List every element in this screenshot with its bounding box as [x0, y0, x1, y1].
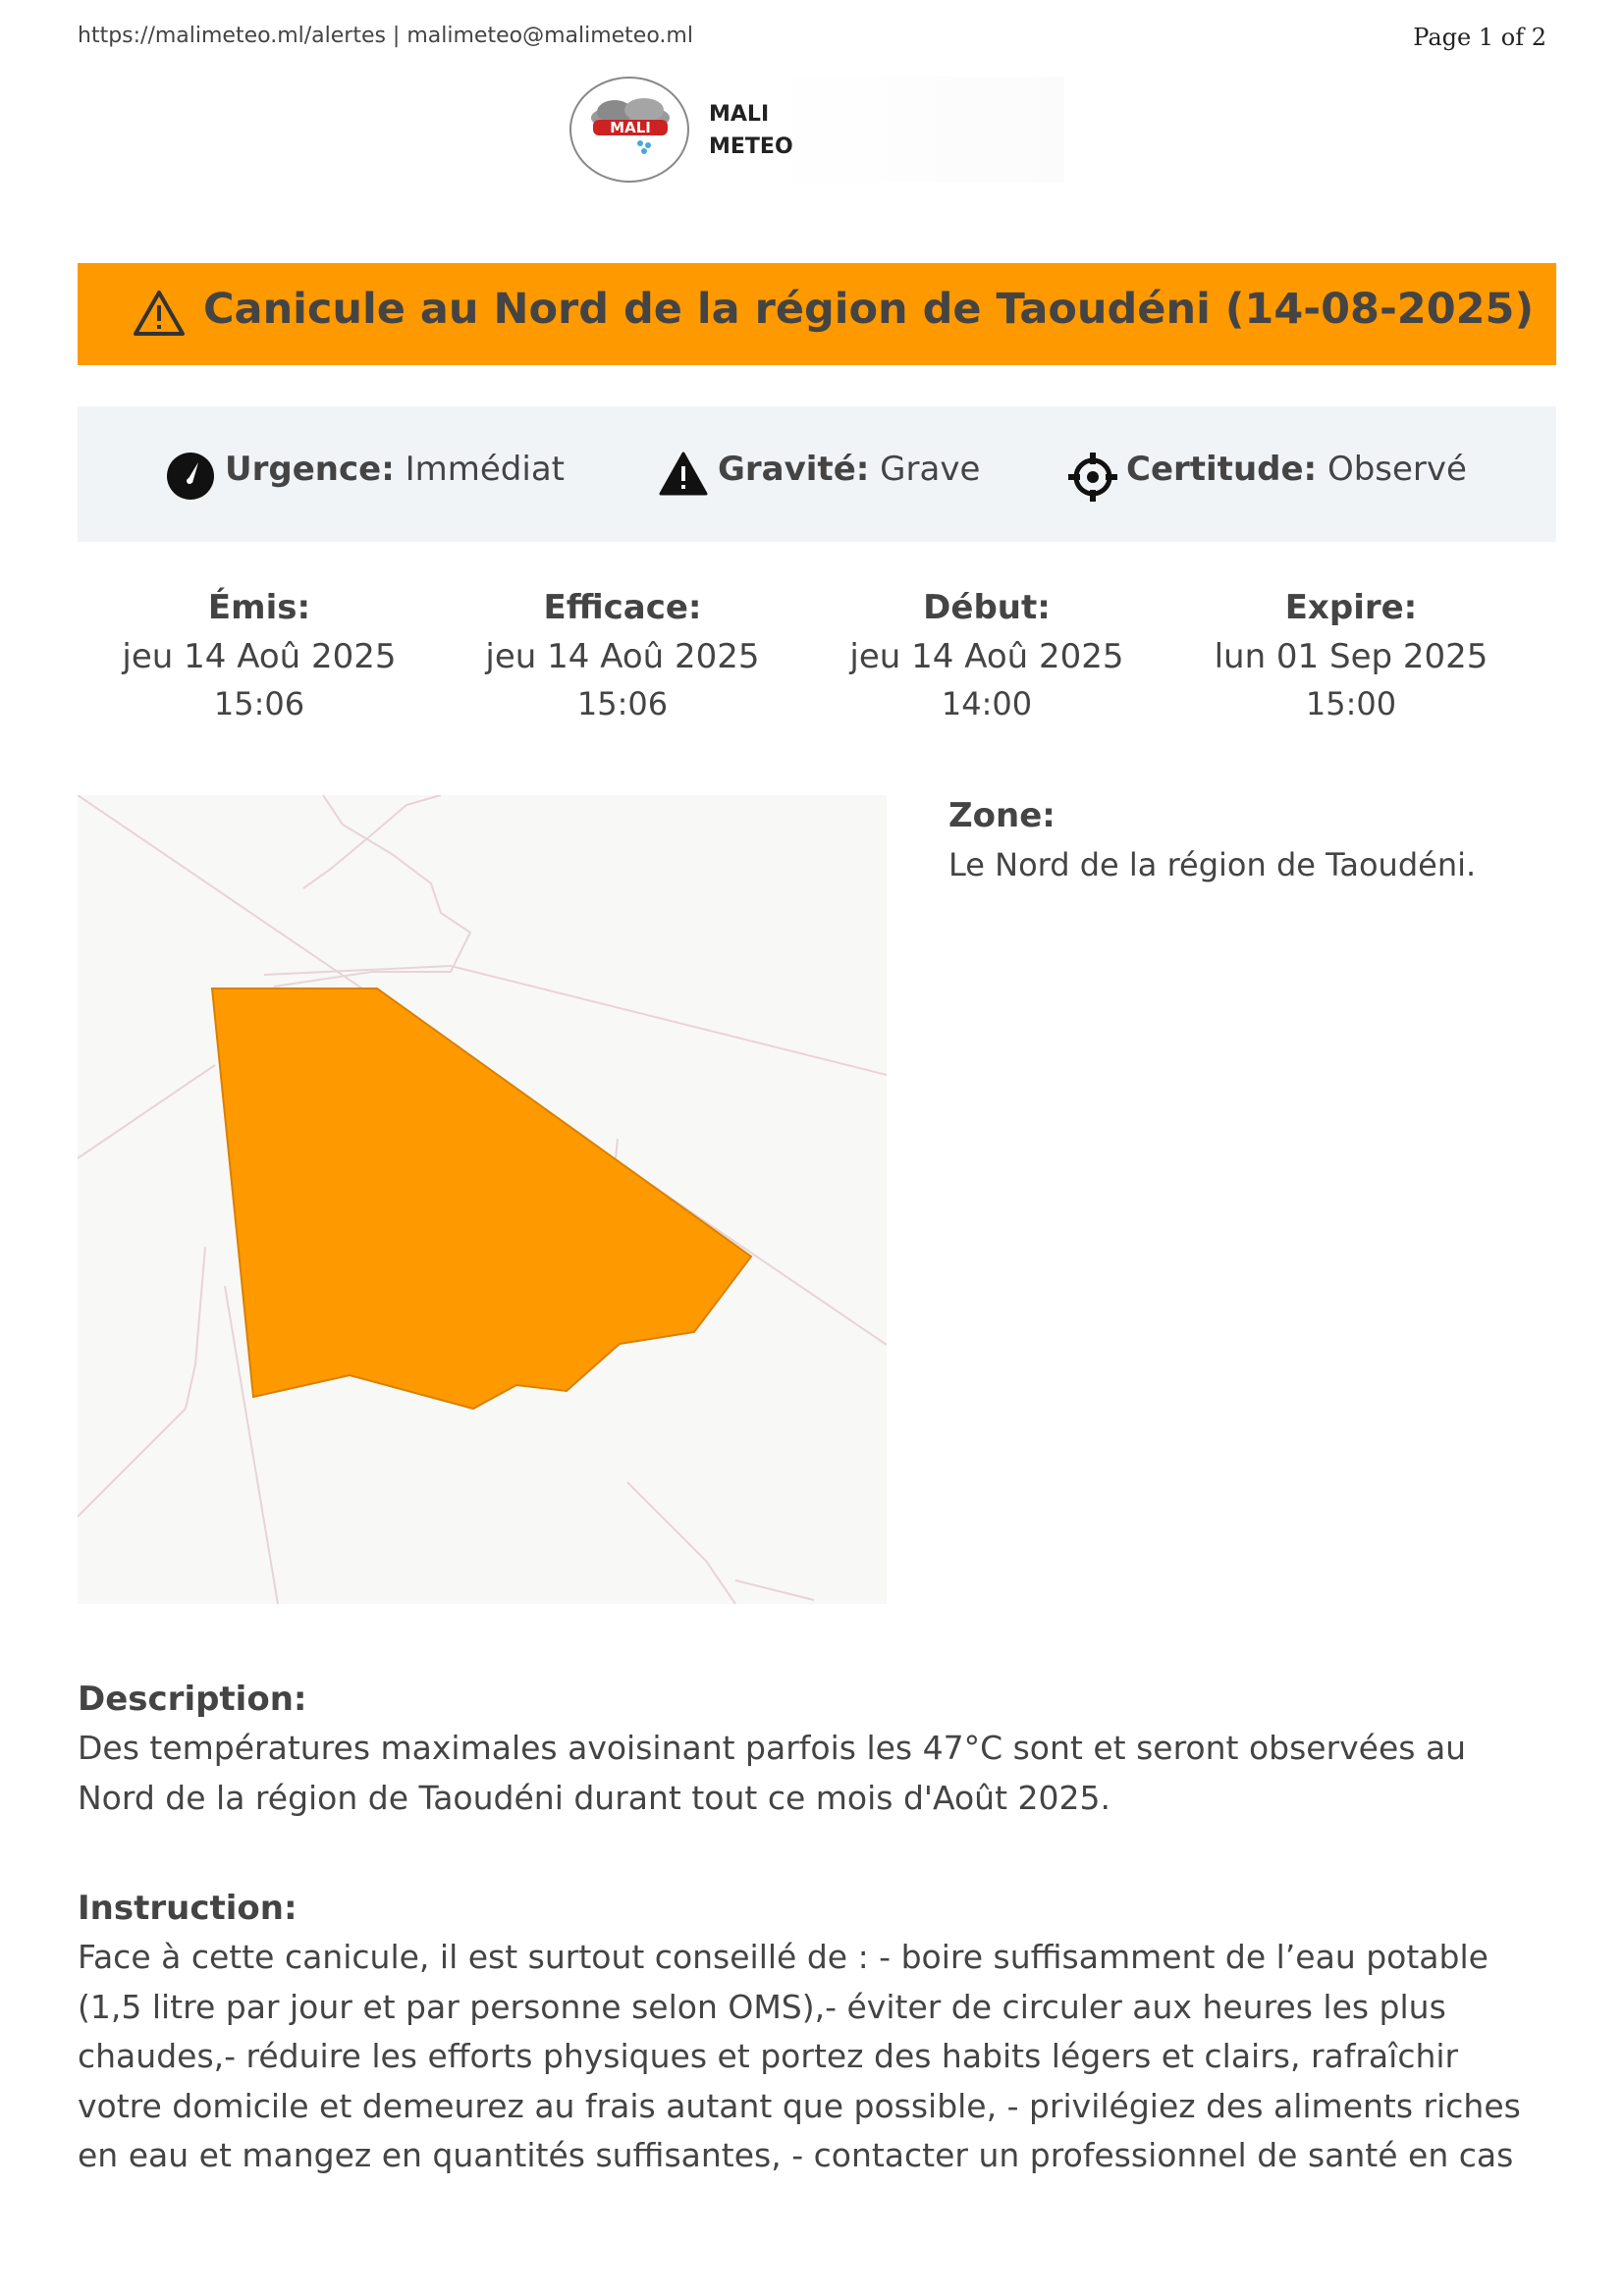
- page-number: Page 1 of 2: [1413, 24, 1546, 51]
- date-value: jeu 14 Aoû 2025: [122, 637, 397, 676]
- date-value: lun 01 Sep 2025: [1214, 637, 1489, 676]
- date-label: Émis:: [207, 588, 311, 627]
- certitude-label: Certitude:: [1126, 450, 1318, 489]
- time-value: 15:00: [1305, 685, 1397, 722]
- date-efficace: [441, 583, 804, 726]
- description-label: Description:: [78, 1680, 307, 1719]
- warning-icon: [659, 452, 708, 497]
- instruction-line: votre domicile et demeurez au frais autant que possible, - privilégiez des aliments riches: [78, 2086, 1521, 2125]
- crosshair-icon: [1067, 452, 1118, 503]
- instruction-label: Instruction:: [78, 1889, 298, 1928]
- date-label: Expire:: [1284, 588, 1418, 627]
- logo-wordmark: [709, 98, 793, 163]
- zone-section: [948, 791, 1476, 889]
- alert-zone-polygon[interactable]: [212, 988, 751, 1409]
- alert-zone-map[interactable]: [78, 795, 887, 1604]
- date-emis: [78, 583, 441, 726]
- description-section: [78, 1675, 1560, 1823]
- instruction-line: (1,5 litre par jour et par personne selon OMS),- éviter de circuler aux heures les plus: [78, 1987, 1446, 2026]
- time-value: 15:06: [213, 685, 305, 722]
- time-value: 14:00: [941, 685, 1033, 722]
- instruction-line: en eau et mangez en quantités suffisantes, - contacter un professionnel de santé en cas: [78, 2136, 1514, 2174]
- date-debut: [805, 583, 1168, 726]
- logo-emblem: [569, 77, 689, 183]
- alert-dates: [78, 583, 1556, 730]
- description-line: Des températures maximales avoisinant parfois les 47°C sont et seront observées au: [78, 1729, 1467, 1767]
- gravite-label: Gravité:: [718, 450, 870, 489]
- alert-title-bar: [78, 263, 1556, 365]
- urgence-value: Immédiat: [405, 450, 565, 489]
- page-header: [78, 24, 1546, 53]
- date-expire: [1169, 583, 1533, 726]
- warning-triangle-icon: [133, 289, 186, 338]
- alert-title: Canicule au Nord de la région de Taoudéni (14-08-2025): [203, 285, 1535, 334]
- logo-line-1: MALI: [709, 102, 770, 127]
- time-value: 15:06: [576, 685, 669, 722]
- instruction-line: chaudes,- réduire les efforts physiques et portez des habits légers et clairs, rafraîchir: [78, 2037, 1459, 2075]
- date-value: jeu 14 Aoû 2025: [485, 637, 760, 676]
- zone-value: Le Nord de la région de Taoudéni.: [948, 846, 1477, 883]
- alert-meta-bar: [78, 406, 1556, 542]
- mali-meteo-logo: [564, 77, 1064, 183]
- description-line: Nord de la région de Taoudéni durant tout ce mois d'Août 2025.: [78, 1778, 1110, 1817]
- zone-label: Zone:: [948, 796, 1056, 835]
- urgence-label: Urgence:: [225, 450, 395, 489]
- certitude-value: Observé: [1326, 450, 1467, 489]
- header-url-contact[interactable]: https://malimeteo.ml/alertes | malimeteo@malimeteo.ml: [78, 24, 693, 48]
- border-line: [78, 1247, 205, 1517]
- date-label: Efficace:: [543, 588, 702, 627]
- instruction-section: [78, 1884, 1560, 2181]
- instruction-line: Face à cette canicule, il est surtout conseillé de : - boire suffisamment de l’eau potable: [78, 1938, 1489, 1976]
- border-line: [627, 1482, 814, 1604]
- gravite-value: Grave: [880, 450, 981, 489]
- svg-text:MALI: MALI: [610, 119, 651, 136]
- gauge-icon: [166, 452, 215, 501]
- map-canvas: [78, 795, 887, 1604]
- date-value: jeu 14 Aoû 2025: [849, 637, 1124, 676]
- logo-line-2: METEO: [709, 134, 793, 159]
- cloud-logo-icon: [571, 79, 687, 181]
- date-label: Début:: [923, 588, 1051, 627]
